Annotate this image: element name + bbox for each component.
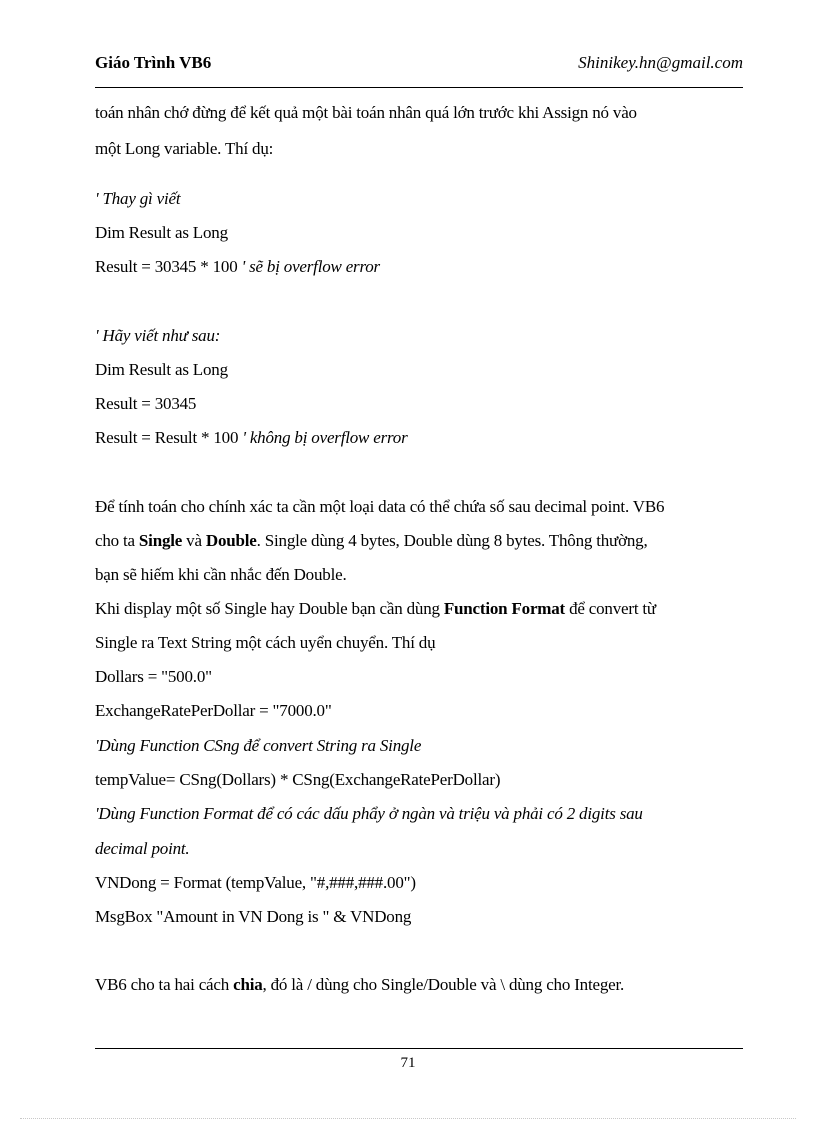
code-line: VNDong = Format (tempValue, "#,###,###.00") xyxy=(95,873,416,892)
code-text: Result = Result * 100 xyxy=(95,428,243,447)
text: . Single dùng 4 bytes, Double dùng 8 bytes. Thông thường, xyxy=(256,531,648,550)
paragraph-line: Single ra Text String một cách uyển chuyển. Thí dụ xyxy=(95,633,436,652)
code-line: MsgBox "Amount in VN Dong is " & VNDong xyxy=(95,907,412,926)
bold-text: Single xyxy=(138,531,183,550)
code-line: Dollars = "500.0" xyxy=(95,667,212,686)
text: và xyxy=(182,531,206,550)
paragraph-line: toán nhân chớ đừng để kết quả một bài toán nhân quá lớn trước khi Assign nó vào xyxy=(95,103,637,122)
text: Khi display một số Single hay Double bạn cần dùng xyxy=(95,599,444,618)
page-edge-dots xyxy=(20,1118,796,1119)
code-comment: ' không bị overflow error xyxy=(242,428,408,447)
footer-divider xyxy=(95,1048,743,1049)
code-comment: ' Thay gì viết xyxy=(95,189,181,208)
text: để convert từ xyxy=(565,599,656,618)
code-line: tempValue= CSng(Dollars) * CSng(ExchangeRatePerDollar) xyxy=(95,770,501,789)
paragraph-line: một Long variable. Thí dụ: xyxy=(95,139,274,158)
bold-text: chia xyxy=(233,975,263,994)
text: VB6 cho ta hai cách xyxy=(95,975,234,994)
header-email: Shinikey.hn@gmail.com xyxy=(578,53,743,72)
paragraph-line xyxy=(95,599,656,619)
code-comment: ' Hãy viết như sau: xyxy=(95,326,221,345)
text: , đó là / dùng cho Single/Double và \ dùng cho Integer. xyxy=(262,975,625,994)
code-comment: ' sẽ bị overflow error xyxy=(241,257,380,276)
code-line xyxy=(95,257,380,277)
code-line: Dim Result as Long xyxy=(95,223,228,242)
code-line xyxy=(95,428,408,448)
code-comment: 'Dùng Function CSng để convert String ra Single xyxy=(95,736,422,755)
bold-text: Function Format xyxy=(443,599,566,618)
code-comment: decimal point. xyxy=(95,839,190,858)
header-title: Giáo Trình VB6 xyxy=(95,53,212,72)
text: cho ta xyxy=(95,531,139,550)
paragraph-line xyxy=(95,975,624,995)
code-line: Dim Result as Long xyxy=(95,360,228,379)
code-line: Result = 30345 xyxy=(95,394,197,413)
bold-text: Double xyxy=(205,531,257,550)
paragraph-line xyxy=(95,531,648,551)
paragraph-line: Để tính toán cho chính xác ta cần một loại data có thể chứa số sau decimal point. VB6 xyxy=(95,497,665,516)
header-divider xyxy=(95,87,743,88)
page-header xyxy=(95,53,743,77)
paragraph-line: bạn sẽ hiếm khi cần nhắc đến Double. xyxy=(95,565,347,584)
code-line: ExchangeRatePerDollar = "7000.0" xyxy=(95,701,332,720)
code-text: Result = 30345 * 100 xyxy=(95,257,242,276)
code-comment: 'Dùng Function Format để có các dấu phẩy ở ngàn và triệu và phải có 2 digits sau xyxy=(95,804,643,823)
page-number: 71 xyxy=(400,1055,416,1071)
